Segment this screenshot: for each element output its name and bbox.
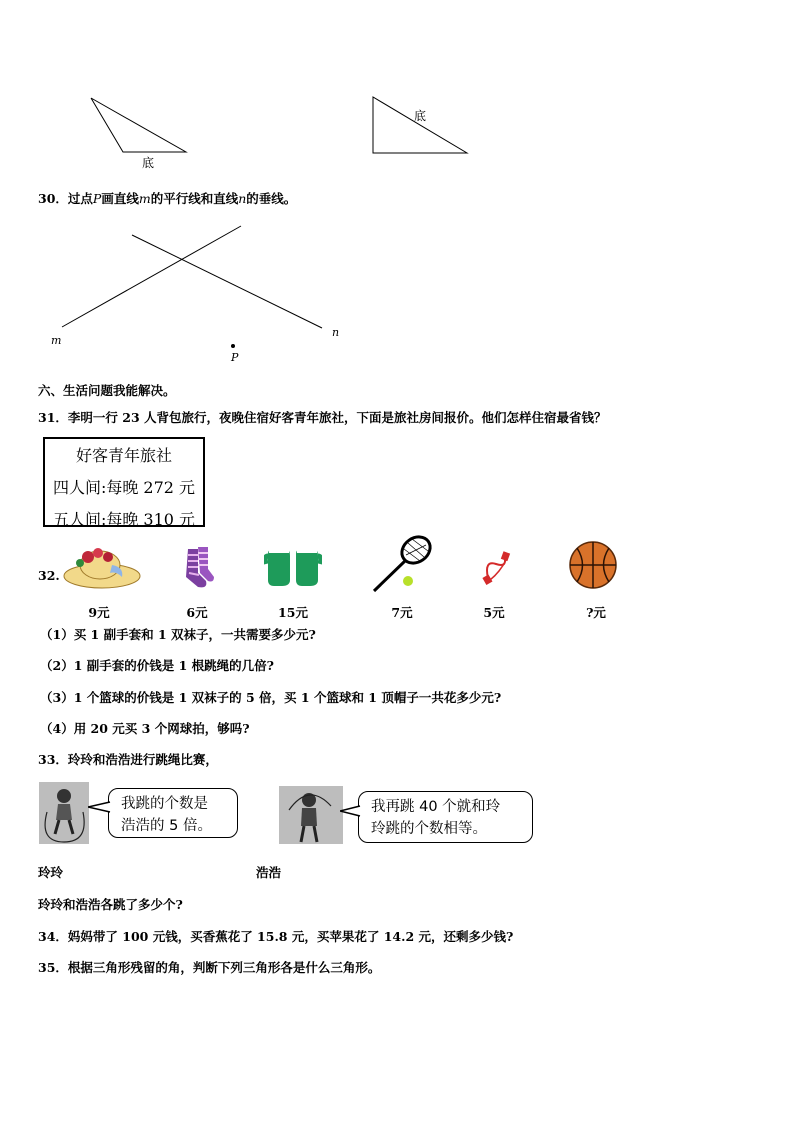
section-6-heading: 六、生活问题我能解决。 (38, 383, 176, 398)
price-basketball: ?元 (586, 605, 606, 620)
price-racket: 7元 (391, 605, 413, 620)
girl-jumping-icon (39, 782, 89, 844)
haohao-picture (279, 786, 343, 844)
question-32-number: 32. (38, 568, 60, 583)
price-hat: 9元 (88, 605, 110, 620)
question-33-ask: 玲玲和浩浩各跳了多少个? (38, 897, 183, 912)
socks-icon (180, 545, 216, 591)
jump-rope-icon (482, 550, 514, 586)
name-lingling: 玲玲 (38, 865, 64, 880)
price-socks: 6元 (186, 605, 208, 620)
triangle-right-base-label: 底 (414, 109, 427, 123)
tennis-racket-icon (370, 535, 434, 595)
question-31: 31．李明一行 23 人背包旅行，夜晚住宿好客青年旅社，下面是旅社房间报价。他们怎样住宿最省钱？ (38, 410, 607, 425)
hostel-price-sign (43, 437, 205, 527)
question-35: 35．根据三角形残留的角，判断下列三角形各是什么三角形。 (38, 960, 381, 975)
sign-line-2: 五人间:每晚 310 元 (52, 510, 196, 529)
price-mittens: 15元 (278, 605, 308, 620)
q32-sub-3: （3）1 个篮球的价钱是 1 双袜子的 5 倍，买 1 个篮球和 1 顶帽子一共花多少元? (40, 690, 502, 705)
question-30: 30．过点P画直线m的平行线和直线n的垂线。 (38, 191, 297, 206)
lingling-speech-bubble: 我跳的个数是 浩浩的 5 倍。 (108, 788, 238, 838)
triangle-right (373, 97, 467, 153)
question-33: 33．玲玲和浩浩进行跳绳比赛， (38, 752, 218, 767)
lingling-picture (39, 782, 89, 844)
triangle-figures (0, 0, 794, 170)
q32-sub-4: （4）用 20 元买 3 个网球拍，够吗? (40, 721, 250, 736)
price-jump-rope: 5元 (483, 605, 505, 620)
label-p: P (231, 351, 239, 364)
line-m (62, 226, 241, 327)
hat-icon (62, 543, 144, 593)
q32-sub-1: （1）买 1 副手套和 1 双袜子，一共需要多少元? (40, 627, 316, 642)
line-n (132, 235, 322, 328)
q32-sub-2: （2）1 副手套的价钱是 1 根跳绳的几倍? (40, 658, 274, 673)
question-34: 34．妈妈带了 100 元钱，买香蕉花了 15.8 元，买苹果花了 14.2 元，还剩多少钱? (38, 929, 514, 944)
haohao-speech-bubble: 我再跳 40 个就和玲 玲跳的个数相等。 (358, 791, 533, 843)
sign-title: 好客青年旅社 (75, 446, 172, 465)
triangle-left (91, 98, 186, 152)
name-haohao: 浩浩 (256, 865, 282, 880)
bubble-2-tail (340, 804, 362, 818)
mittens-icon (264, 546, 322, 588)
triangle-left-base-label: 底 (142, 156, 155, 170)
sign-line-1: 四人间:每晚 272 元 (52, 478, 196, 497)
label-m: m (51, 334, 62, 347)
boy-jumping-icon (279, 786, 343, 844)
point-p (231, 344, 235, 348)
bubble-1-tail (88, 800, 112, 814)
basketball-icon (568, 540, 618, 590)
label-n: n (332, 326, 340, 339)
